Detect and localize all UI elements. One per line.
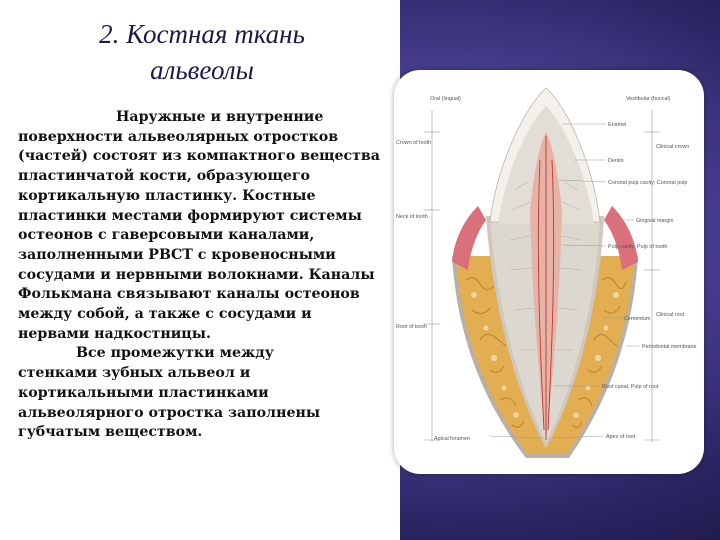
label-dentin: Dentin [608, 158, 624, 164]
title-line-2: альвеолы [150, 55, 254, 85]
slide-body [18, 108, 380, 443]
label-gingival-margin: Gingival margin [636, 218, 674, 224]
label-neck-of-tooth: Neck of tooth [396, 214, 428, 220]
label-vestibular: Vestibular (buccal) [626, 96, 671, 102]
label-cementum: Cementum [624, 316, 651, 322]
label-apex-of-root: Apex of root [606, 434, 636, 440]
label-enamel: Enamel [608, 122, 627, 128]
label-root-of-tooth: Root of tooth [396, 324, 427, 330]
tooth-section-diagram [394, 70, 704, 474]
label-crown-of-tooth: Crown of tooth [396, 140, 432, 146]
label-pulp-cavity: Pulp cavity; Pulp of tooth [608, 244, 668, 250]
label-clinical-root: Clinical root [656, 312, 685, 318]
title-line-1: 2. Костная ткань [99, 19, 305, 49]
label-clinical-crown: Clinical crown [656, 144, 690, 150]
label-oral: Oral (lingual) [430, 96, 461, 102]
paragraph-2-first-line: Все промежутки между [76, 345, 274, 362]
label-periodontal-membrane: Periodontal membrane [642, 344, 697, 350]
paragraph-2-body: стенками зубных альвеол и кортикальными пластинками альвеолярного отростка заполнены губчатым веществом. [18, 365, 321, 441]
slide-title [52, 16, 352, 88]
label-coronal-pulp: Coronal pulp cavity; Coronal pulp [608, 180, 688, 186]
label-apical-foramen: Apical foramen [434, 436, 470, 442]
tooth-diagram-card [394, 70, 704, 474]
label-root-canal: Root canal; Pulp of root [602, 384, 659, 390]
paragraph-1-body: поверхности альвеолярных отростков (частей) состоят из компактного вещества пластинчатой кости, образующего кортикальную пластинку. Костные пластинки местами формируют системы остеонов с гаверсовыми каналами, заполненными РВСТ с кровеносными сосудами и нервными волокнами. Каналы Фолькмана связывают каналы остеонов между собой, а также с сосудами и нервами надкостницы. [18, 128, 380, 342]
paragraph-1-first-line: Наружные и внутренние [116, 109, 324, 125]
